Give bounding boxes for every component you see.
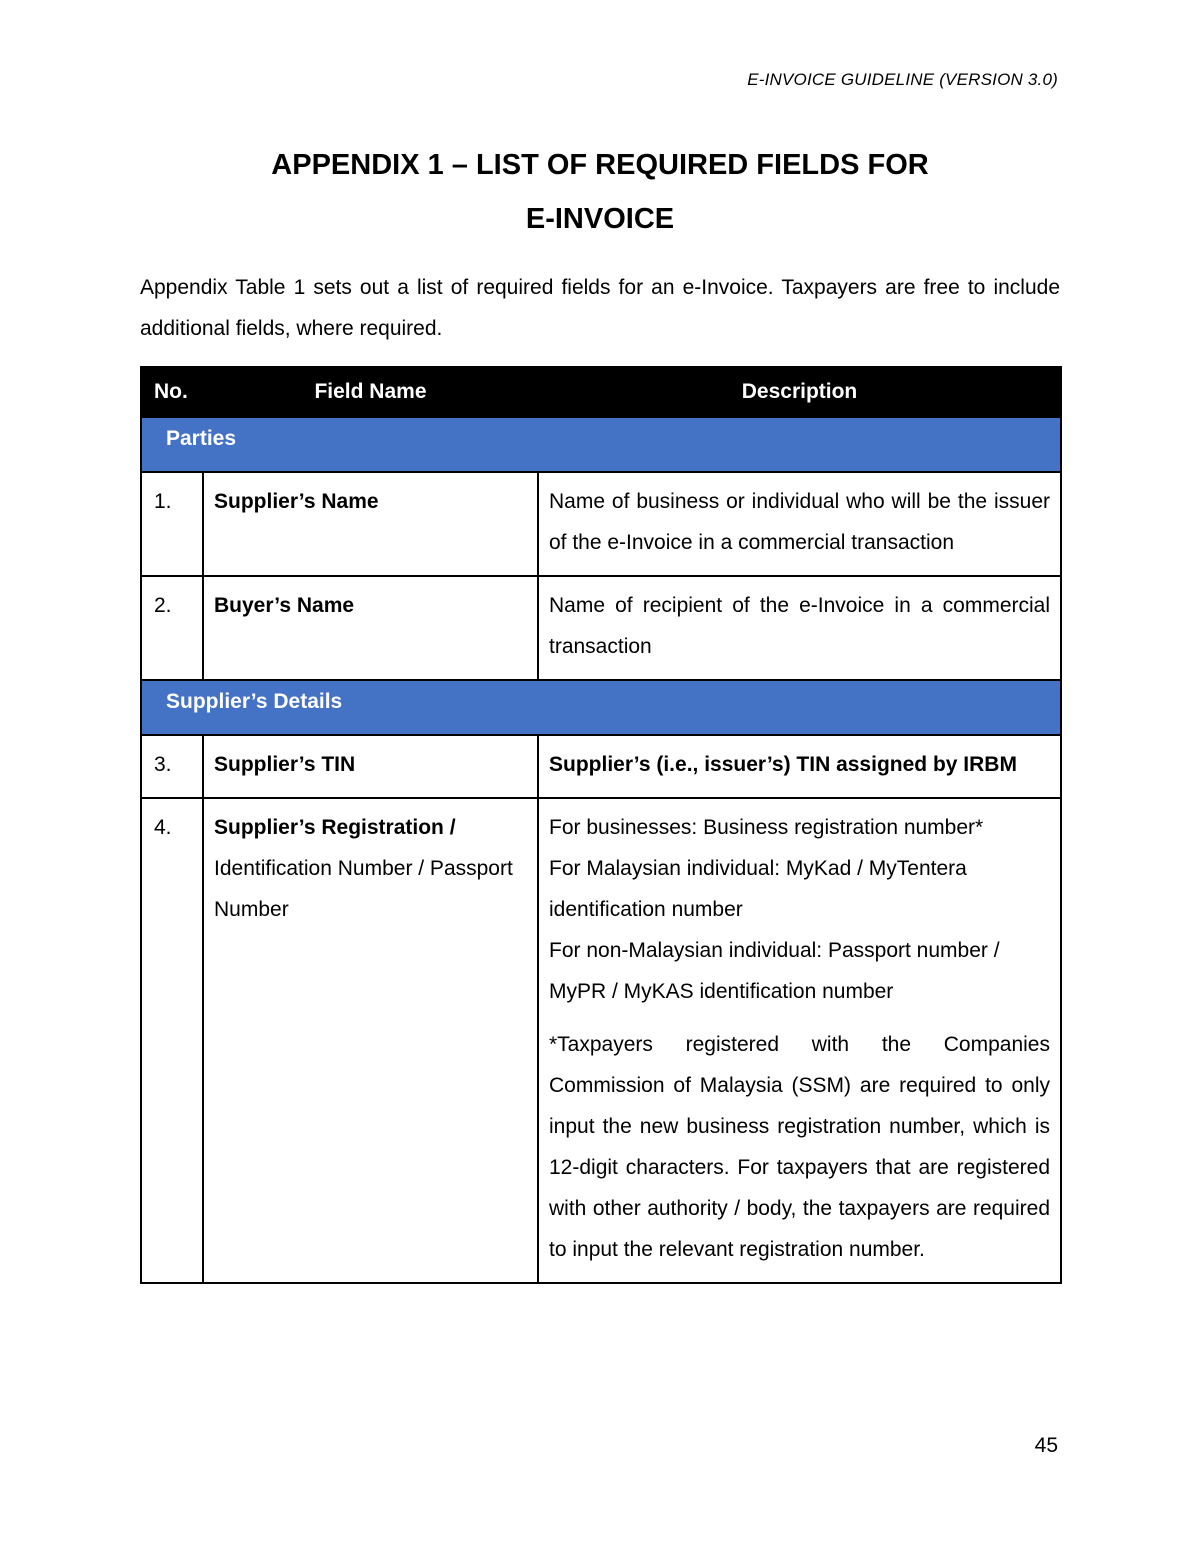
- field-name-continuation: Identification Number / Passport Number: [214, 857, 513, 921]
- page-title: [140, 138, 1060, 246]
- section-row-parties: [141, 417, 1061, 472]
- column-header-description: Description: [538, 367, 1061, 417]
- row-number: 4.: [141, 798, 203, 1283]
- description-cell: Supplier’s (i.e., issuer’s) TIN assigned by IRBM: [538, 735, 1061, 798]
- field-name: Supplier’s TIN: [214, 753, 356, 776]
- row-number: 1.: [141, 472, 203, 576]
- field-name: Supplier’s Registration /: [214, 816, 456, 839]
- section-label: Supplier’s Details: [141, 680, 1061, 735]
- table-row: [141, 735, 1061, 798]
- table-header-row: [141, 367, 1061, 417]
- column-header-field-name: Field Name: [203, 367, 538, 417]
- row-number: 2.: [141, 576, 203, 680]
- field-name-cell: [203, 798, 538, 1283]
- section-label: Parties: [141, 417, 1061, 472]
- field-name: Buyer’s Name: [214, 594, 355, 617]
- column-header-no: No.: [141, 367, 203, 417]
- description-line: For non-Malaysian individual: Passport number / MyPR / MyKAS identification number: [549, 939, 1000, 1003]
- row-number: 3.: [141, 735, 203, 798]
- intro-paragraph: Appendix Table 1 sets out a list of required fields for an e-Invoice. Taxpayers are free to include additional fields, where required.: [140, 276, 1060, 340]
- field-name-cell: [203, 472, 538, 576]
- page-title-line-2: E-INVOICE: [525, 203, 675, 235]
- section-row-suppliers-details: [141, 680, 1061, 735]
- required-fields-table: [140, 366, 1062, 1284]
- description-line: For Malaysian individual: MyKad / MyTentera identification number: [549, 857, 967, 921]
- description-footnote: *Taxpayers registered with the Companies Commission of Malaysia (SSM) are required to only input the new business registration number, which is 12-digit characters. For taxpayers that are registered with other authority / body, the taxpayers are required to input the relevant registration number.: [549, 1033, 1050, 1261]
- table-row: [141, 798, 1061, 1283]
- description-line: For businesses: Business registration number*: [549, 816, 984, 839]
- field-name: Supplier’s Name: [214, 490, 379, 513]
- field-name-cell: [203, 576, 538, 680]
- page-number: 45: [1034, 1434, 1058, 1457]
- description-cell: [538, 798, 1061, 1283]
- running-header: E-INVOICE GUIDELINE (VERSION 3.0): [747, 70, 1058, 89]
- description-cell: Name of recipient of the e-Invoice in a commercial transaction: [538, 576, 1061, 680]
- page-title-line-1: APPENDIX 1 – LIST OF REQUIRED FIELDS FOR: [271, 149, 929, 181]
- field-name-cell: [203, 735, 538, 798]
- description-cell: Name of business or individual who will be the issuer of the e-Invoice in a commercial transaction: [538, 472, 1061, 576]
- table-row: [141, 576, 1061, 680]
- table-row: [141, 472, 1061, 576]
